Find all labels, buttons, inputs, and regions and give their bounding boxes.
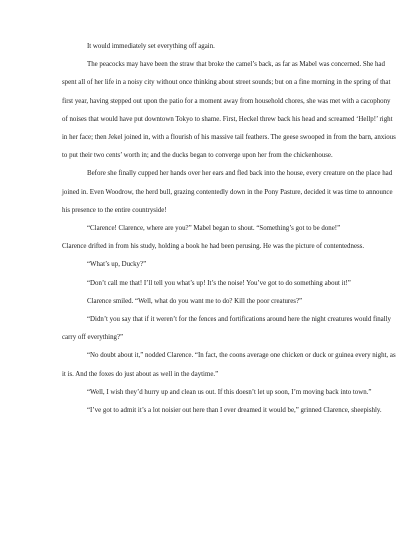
- paragraph-2: The peacocks may have been the straw that broke the camel’s back, as far as Mabel was concerned. She had spent all of her life in a noisy city without once thinking about street sounds; but on a fine morning in the spring of that first year, having stepped out upon the patio for a moment away from household chores, she was met with a cacophony of noises that would have put downtown Tokyo to shame. First, Heckel threw back his head and screamed ‘Hellp!’ right in her face; then Jekel joined in, with a flourish of his massive tail feathers. The geese swooped in from the barn, anxious to put their two cents’ worth in; and the ducks began to converge upon her from the chickenhouse.: [62, 61, 396, 160]
- paragraph-6: “What’s up, Ducky?”: [87, 261, 147, 269]
- paragraph-11: “Well, I wish they’d hurry up and clean us out. If this doesn’t let up soon, I’m moving back into town.”: [87, 388, 372, 396]
- paragraph-5: Clarence drifted in from his study, holding a book he had been perusing. He was the picture of contentedness.: [62, 243, 365, 251]
- paragraph-10: “No doubt about it,” nodded Clarence. “In fact, the coons average one chicken or duck or guinea every night, as it is. And the foxes do just about as well in the daytime.”: [62, 352, 396, 378]
- manuscript-page: [62, 38, 396, 420]
- paragraph-3: Before she finally cupped her hands over her ears and fled back into the house, every creature on the place had joined in. Even Woodrow, the herd bull, grazing contentedly down in the Pony Pasture, decided it was time to announce his presence to the entire countryside!: [62, 170, 393, 214]
- paragraph-4: “Clarence! Clarence, where are you?” Mabel began to shout. “Something’s got to be done!”: [87, 225, 341, 233]
- paragraph-12: “I’ve got to admit it’s a lot noisier out here than I ever dreamed it would be,” grinned Clarence, sheepishly.: [87, 407, 382, 415]
- paragraph-7: “Don’t call me that! I’ll tell you what’s up! It’s the noise! You’ve got to do something about it!”: [87, 279, 351, 287]
- paragraph-9: “Didn’t you say that if it weren’t for the fences and fortifications around here the night creatures would finally carry off everything?”: [62, 316, 391, 342]
- paragraph-8: Clarence smiled. “Well, what do you want me to do? Kill the poor creatures?”: [87, 297, 303, 305]
- paragraph-1: It would immediately set everything off again.: [87, 43, 215, 50]
